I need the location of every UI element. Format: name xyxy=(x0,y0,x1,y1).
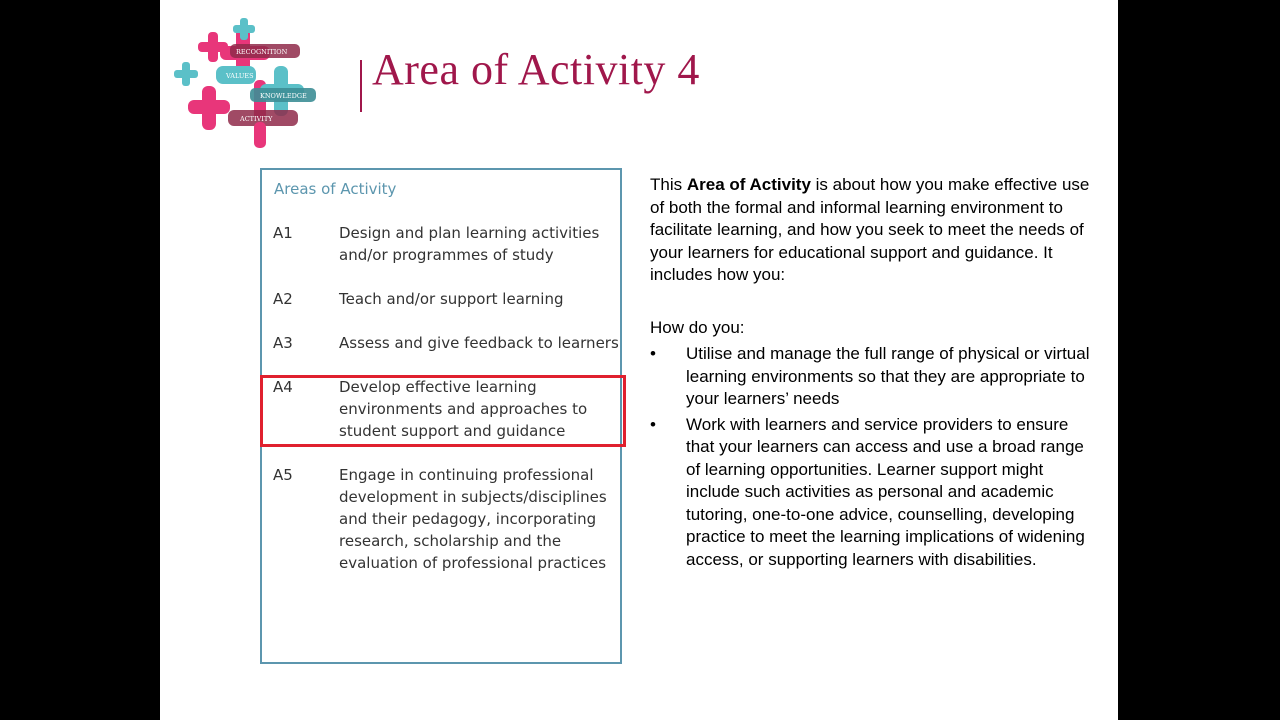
area-code: A4 xyxy=(273,378,293,396)
description-text xyxy=(650,174,1090,574)
question-line: How do you: xyxy=(650,317,745,337)
logo-word-knowledge: KNOWLEDGE xyxy=(260,92,307,100)
area-code: A2 xyxy=(273,290,293,308)
video-letterbox xyxy=(1118,0,1280,720)
page-title: Area of Activity 4 xyxy=(372,45,700,94)
area-text: Engage in continuing professional development in subjects/disciplines and their pedagogy, incorporating research, scholarship and the evaluation of professional practices xyxy=(339,466,607,572)
area-text: Teach and/or support learning xyxy=(339,290,564,308)
intro-paragraph: This Area of Activity is about how you make effective use of both the formal and informal learning environment to facilitate learning, and how you seek to meet the needs of your learners for educational support and guidance. It includes how you: xyxy=(650,175,1090,284)
area-code: A1 xyxy=(273,224,293,242)
area-text: Assess and give feedback to learners xyxy=(339,334,619,352)
area-text: Design and plan learning activities and/or programmes of study xyxy=(339,224,600,264)
title-divider xyxy=(360,60,362,112)
intro-bold-term: Area of Activity xyxy=(686,175,811,194)
list-item: • Utilise and manage the full range of physical or virtual learning environments so that they are appropriate to your learners’ needs xyxy=(650,344,1090,408)
logo-word-recognition: RECOGNITION xyxy=(236,48,288,56)
slide xyxy=(160,0,1118,720)
area-code: A5 xyxy=(273,466,293,484)
bullet-list xyxy=(650,343,1090,571)
area-code: A3 xyxy=(273,334,293,352)
areas-box-heading: Areas of Activity xyxy=(274,180,397,198)
a4-highlight-frame xyxy=(260,375,626,447)
bullet-icon: • xyxy=(650,414,656,434)
area-text: Develop effective learning environments and approaches to student support and guidance xyxy=(339,378,588,440)
logo-word-values: VALUES xyxy=(226,72,254,80)
areas-of-activity-box xyxy=(260,168,622,664)
list-item: • Work with learners and service providers to ensure that your learners can access and use a broad range of learning opportunities. Learner support might include such activities as personal and academic tutoring, one-to-one advice, counselling, developing practice to meet the learning implications of widening access, or supporting learners with disabilities. xyxy=(650,414,1085,569)
bullet-icon: • xyxy=(650,344,656,363)
logo-word-activity: ACTIVITY xyxy=(240,115,273,123)
recognition-logo xyxy=(170,14,330,154)
